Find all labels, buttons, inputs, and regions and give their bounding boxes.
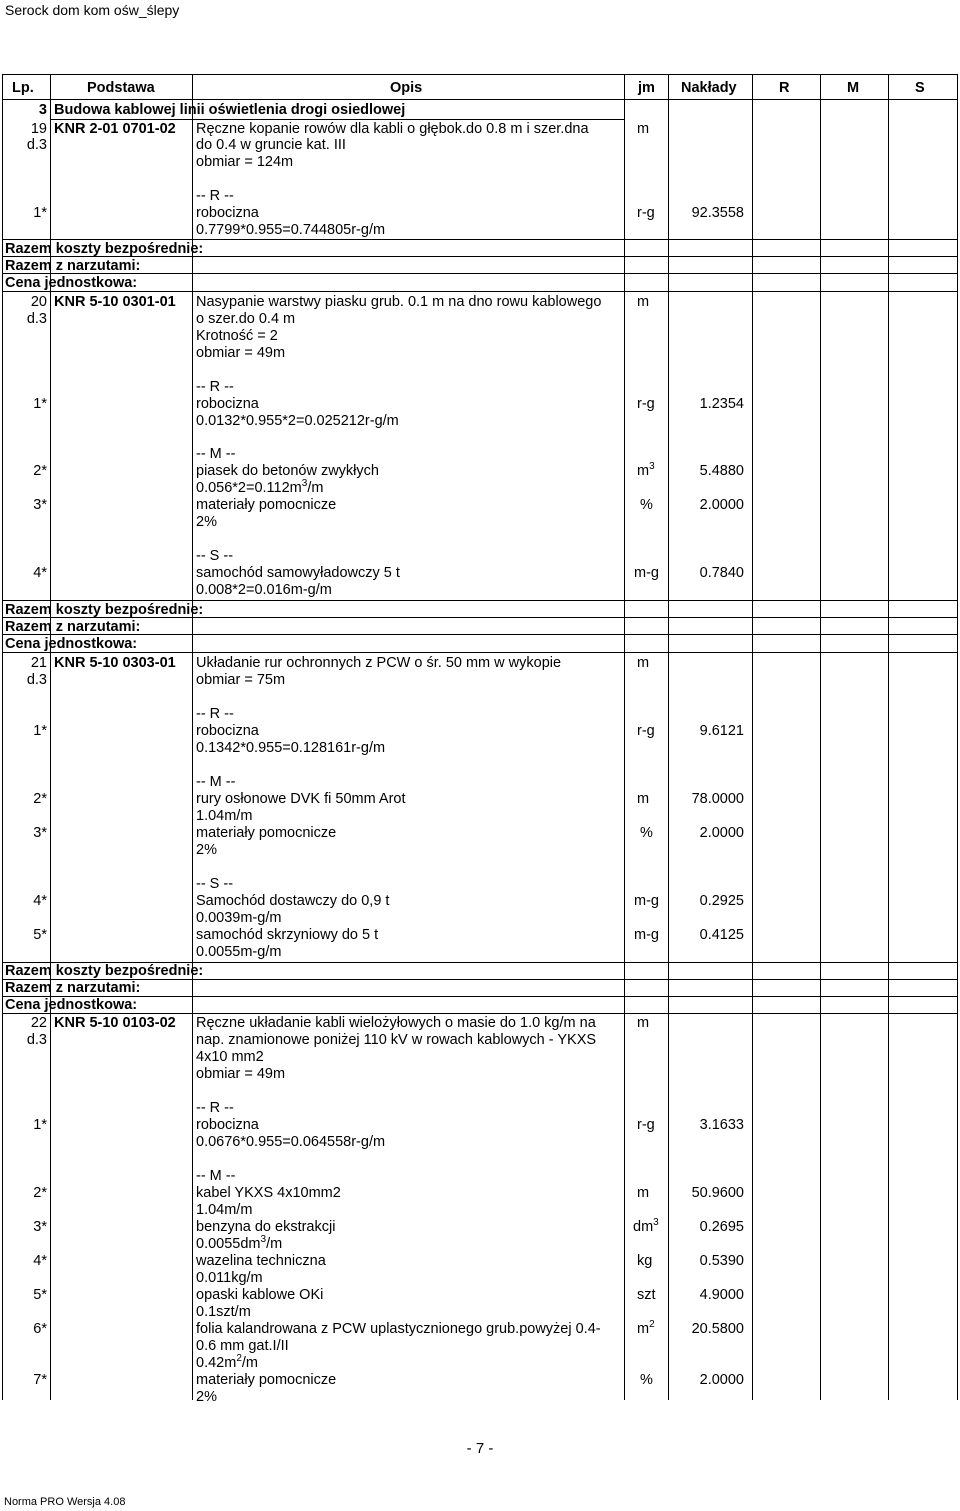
item-value: 3.1633 — [699, 1117, 744, 1133]
item-name: folia kalandrowana z PCW uplastycznionego grub.powyżej 0.4- — [196, 1321, 601, 1337]
row-border — [2, 273, 957, 274]
row-border — [2, 239, 957, 240]
item-calc: 2% — [196, 514, 217, 530]
item-name: wazelina techniczna — [196, 1253, 326, 1269]
item-value: 0.5390 — [699, 1253, 744, 1269]
page-title: Serock dom kom ośw_ślepy — [5, 2, 180, 18]
r-section-header: -- R -- — [196, 379, 234, 395]
item-calc: 0.011kg/m — [196, 1270, 263, 1286]
lp-suffix: d.3 — [26, 1032, 47, 1048]
header-jm: jm — [638, 80, 655, 96]
item-calc: $0.0055dm^3/m$ — [196, 1234, 283, 1252]
item-jm: m — [637, 1185, 650, 1201]
item-calc: 0.7799*0.955=0.744805r-g/m — [196, 222, 386, 238]
r-section-header: -- R -- — [196, 1100, 234, 1116]
section-number: 3 — [38, 102, 47, 118]
jm: m — [637, 1015, 650, 1031]
item-calc: 0.0055m-g/m — [196, 944, 282, 960]
item-value: 92.3558 — [691, 205, 744, 221]
item-jm: kg — [637, 1253, 653, 1269]
cena-jednostkowa: Cena jednostkowa: — [5, 275, 138, 291]
obmiar: obmiar = 75m — [196, 672, 286, 688]
item-name: benzyna do ekstrakcji — [196, 1219, 336, 1235]
obmiar: obmiar = 124m — [196, 154, 294, 170]
item-calc: 1.04m/m — [196, 808, 253, 824]
row-border — [2, 996, 957, 997]
item-number: 4* — [33, 565, 47, 581]
cena-jednostkowa: Cena jednostkowa: — [5, 997, 138, 1013]
lp-suffix: d.3 — [26, 672, 47, 688]
item-name: kabel YKXS 4x10mm2 — [196, 1185, 341, 1201]
item-jm: m-g — [634, 565, 659, 581]
item-value: 0.2695 — [699, 1219, 744, 1235]
item-calc: 0.0132*0.955*2=0.025212r-g/m — [196, 413, 399, 429]
item-name: samochód samowyładowczy 5 t — [196, 565, 400, 581]
item-name: piasek do betonów zwykłych — [196, 463, 379, 479]
item-number: 3* — [33, 497, 47, 513]
item-jm: % — [640, 1372, 653, 1388]
item-jm: r-g — [637, 1117, 655, 1133]
item-name: robocizna — [196, 1117, 259, 1133]
item-name: robocizna — [196, 396, 259, 412]
opis-line-1: Nasypanie warstwy piasku grub. 0.1 m na dno rowu kablowego — [196, 294, 602, 310]
item-value: 50.9600 — [691, 1185, 744, 1201]
item-value: 0.7840 — [699, 565, 744, 581]
item-jm: $m^2$ — [637, 1319, 655, 1337]
header-r: R — [779, 80, 790, 96]
lp-suffix: d.3 — [26, 137, 47, 153]
item-number: 1* — [33, 723, 47, 739]
header-opis: Opis — [390, 80, 423, 96]
item-jm: r-g — [637, 396, 655, 412]
header-m: M — [847, 80, 860, 96]
item-jm: r-g — [637, 205, 655, 221]
jm: m — [637, 121, 650, 137]
obmiar: obmiar = 49m — [196, 345, 286, 361]
item-value: 2.0000 — [699, 1372, 744, 1388]
m-section-header: -- M -- — [196, 774, 236, 790]
item-jm: m-g — [634, 927, 659, 943]
footer-version: Norma PRO Wersja 4.08 — [4, 1496, 126, 1508]
table-right-border — [957, 74, 958, 1400]
razem-bezposrednie: Razem koszty bezpośrednie: — [5, 602, 204, 618]
item-jm: $dm^3$ — [633, 1217, 659, 1235]
item-calc: 2% — [196, 842, 217, 858]
item-number: 3* — [33, 1219, 47, 1235]
header-bottom-border — [2, 99, 957, 100]
item-value: 2.0000 — [699, 497, 744, 513]
razem-narzutami: Razem z narzutami: — [5, 980, 141, 996]
item-calc: 0.1342*0.955=0.128161r-g/m — [196, 740, 386, 756]
item-calc: 0.008*2=0.016m-g/m — [196, 582, 332, 598]
section-underline — [50, 119, 624, 120]
item-name: materiały pomocnicze — [196, 1372, 337, 1388]
row-border — [2, 652, 957, 653]
row-border — [2, 256, 957, 257]
razem-bezposrednie: Razem koszty bezpośrednie: — [5, 963, 204, 979]
item-number: 1* — [33, 205, 47, 221]
lp-suffix: d.3 — [26, 311, 47, 327]
item-calc: 0.0039m-g/m — [196, 910, 282, 926]
opis-line-3: 4x10 mm2 — [196, 1049, 264, 1065]
item-value: 78.0000 — [691, 791, 744, 807]
item-value: 2.0000 — [699, 825, 744, 841]
opis-line-2: nap. znamionowe poniżej 110 kV w rowach kablowych - YKXS — [196, 1032, 597, 1048]
item-calc: 0.1szt/m — [196, 1304, 251, 1320]
item-calc: 1.04m/m — [196, 1202, 253, 1218]
row-border — [2, 600, 957, 601]
lp-number: 22 — [30, 1015, 47, 1031]
razem-narzutami: Razem z narzutami: — [5, 619, 141, 635]
header-s: S — [915, 80, 925, 96]
s-section-header: -- S -- — [196, 876, 234, 892]
row-border — [2, 634, 957, 635]
row-border — [2, 1013, 957, 1014]
item-number: 7* — [33, 1372, 47, 1388]
knr-code: KNR 5-10 0303-01 — [54, 655, 176, 671]
item-number: 1* — [33, 396, 47, 412]
item-number: 4* — [33, 893, 47, 909]
item-jm: szt — [637, 1287, 656, 1303]
m-section-header: -- M -- — [196, 446, 236, 462]
item-value: 4.9000 — [699, 1287, 744, 1303]
opis-line-2: do 0.4 w gruncie kat. III — [196, 137, 346, 153]
item-jm: % — [640, 825, 653, 841]
item-number: 3* — [33, 825, 47, 841]
item-name: robocizna — [196, 723, 259, 739]
obmiar: obmiar = 49m — [196, 1066, 286, 1082]
item-number: 2* — [33, 1185, 47, 1201]
item-calc: 0.0676*0.955=0.064558r-g/m — [196, 1134, 386, 1150]
item-number: 6* — [33, 1321, 47, 1337]
item-number: 2* — [33, 463, 47, 479]
item-name: materiały pomocnicze — [196, 497, 337, 513]
opis-line-1: Układanie rur ochronnych z PCW o śr. 50 mm w wykopie — [196, 655, 562, 671]
opis-line-2: o szer.do 0.4 m — [196, 311, 296, 327]
s-section-header: -- S -- — [196, 548, 234, 564]
item-value: 0.2925 — [699, 893, 744, 909]
item-jm: % — [640, 497, 653, 513]
item-name: robocizna — [196, 205, 259, 221]
krotnosc: Krotność = 2 — [196, 328, 278, 344]
table-top-border — [2, 74, 957, 75]
opis-line-1: Ręczne kopanie rowów dla kabli o głębok.do 0.8 m i szer.dna — [196, 121, 589, 137]
item-name: Samochód dostawczy do 0,9 t — [196, 893, 390, 909]
opis-line-1: Ręczne układanie kabli wielożyłowych o masie do 1.0 kg/m na — [196, 1015, 596, 1031]
item-value: 5.4880 — [699, 463, 744, 479]
row-border — [2, 291, 957, 292]
item-value: 9.6121 — [699, 723, 744, 739]
razem-narzutami: Razem z narzutami: — [5, 258, 141, 274]
jm: m — [637, 294, 650, 310]
item-value: 20.5800 — [691, 1321, 744, 1337]
header-naklady: Nakłady — [681, 80, 737, 96]
item-jm: m-g — [634, 893, 659, 909]
item-number: 5* — [33, 927, 47, 943]
header-podstawa: Podstawa — [87, 80, 155, 96]
item-name: samochód skrzyniowy do 5 t — [196, 927, 379, 943]
item-name: opaski kablowe OKi — [196, 1287, 324, 1303]
item-name: materiały pomocnicze — [196, 825, 337, 841]
item-calc: $0.056*2=0.112m^3/m$ — [196, 478, 324, 496]
item-jm: r-g — [637, 723, 655, 739]
item-value: 0.4125 — [699, 927, 744, 943]
item-jm: m — [637, 791, 650, 807]
item-number: 5* — [33, 1287, 47, 1303]
r-section-header: -- R -- — [196, 188, 234, 204]
r-section-header: -- R -- — [196, 706, 234, 722]
item-number: 2* — [33, 791, 47, 807]
knr-code: KNR 5-10 0103-02 — [54, 1015, 176, 1031]
item-calc: $0.42m^2/m$ — [196, 1353, 258, 1371]
item-name: rury osłonowe DVK fi 50mm Arot — [196, 791, 406, 807]
lp-number: 20 — [30, 294, 47, 310]
lp-number: 19 — [30, 121, 47, 137]
razem-bezposrednie: Razem koszty bezpośrednie: — [5, 241, 204, 257]
item-calc: 2% — [196, 1389, 217, 1405]
knr-code: KNR 2-01 0701-02 — [54, 121, 176, 137]
item-number: 4* — [33, 1253, 47, 1269]
section-title: Budowa kablowej linii oświetlenia drogi osiedlowej — [54, 102, 406, 118]
item-jm: $m^3$ — [637, 461, 655, 479]
jm: m — [637, 655, 650, 671]
row-border — [2, 617, 957, 618]
item-number: 1* — [33, 1117, 47, 1133]
row-border — [2, 979, 957, 980]
item-name-line-2: 0.6 mm gat.I/II — [196, 1338, 289, 1354]
cena-jednostkowa: Cena jednostkowa: — [5, 636, 138, 652]
m-section-header: -- M -- — [196, 1168, 236, 1184]
knr-code: KNR 5-10 0301-01 — [54, 294, 176, 310]
item-value: 1.2354 — [699, 396, 744, 412]
page-number: - 7 - — [466, 1440, 494, 1457]
lp-number: 21 — [30, 655, 47, 671]
header-lp: Lp. — [12, 80, 34, 96]
